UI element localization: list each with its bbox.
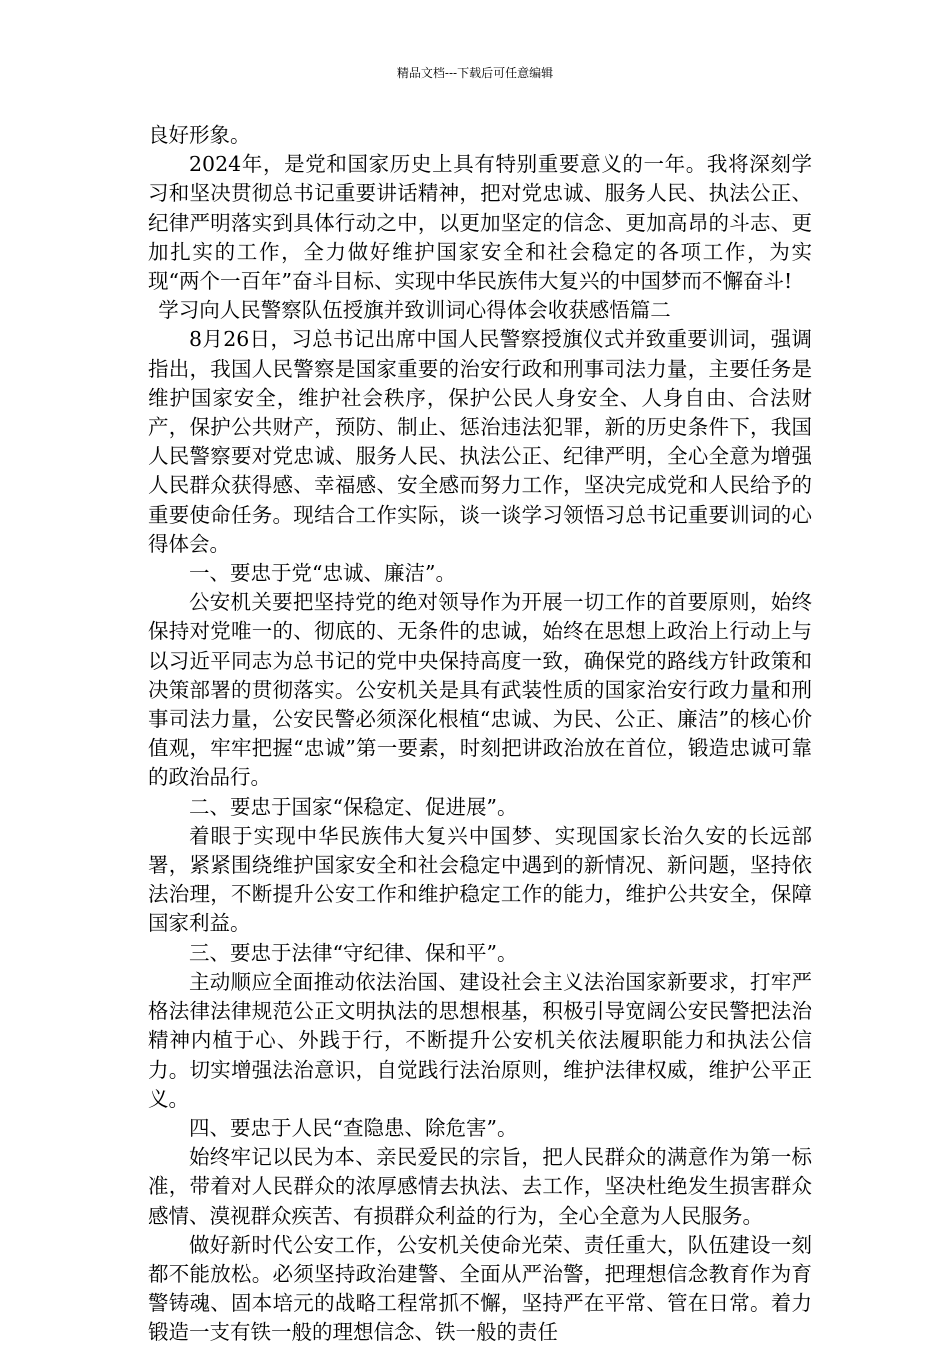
paragraph: 着眼于实现中华民族伟大复兴中国梦、实现国家长治久安的长远部署，紧紧围绕维护国家安全和社会稳定中遇到的新情况、新问题，坚持依法治理，不断提升公安工作和维护稳定工作的能力，维护公共安全，保障国家利益。	[148, 823, 812, 936]
section-heading: 四、要忠于人民“查隐患、除危害”。	[189, 1115, 518, 1140]
section-heading: 一、要忠于党“忠诚、廉洁”。	[189, 561, 456, 586]
section-heading: 二、要忠于国家“保稳定、促进展”。	[189, 794, 518, 819]
paragraph: 8月26日，习总书记出席中国人民警察授旗仪式并致重要训词，强调指出，我国人民警察是国家重要的治安行政和刑事司法力量，主要任务是维护国家安全，维护社会秩序，保护公民人身安全、人身自由、合法财产，保护公共财产，预防、制止、惩治违法犯罪，新的历史条件下，我国人民警察要对党忠诚、服务人民、执法公正、纪律严明，全心全意为增强人民群众获得感、幸福感、安全感而努力工作，坚决完成党和人民给予的重要使命任务。现结合工作实际，谈一谈学习领悟习总书记重要训词的心得体会。	[148, 327, 812, 556]
page-header: 精品文档---下载后可任意编辑	[396, 66, 554, 80]
paragraph: 公安机关要把坚持党的绝对领导作为开展一切工作的首要原则，始终保持对党唯一的、彻底的、无条件的忠诚，始终在思想上政治上行动上与以习近平同志为总书记的党中央保持高度一致，确保党的路线方针政策和决策部署的贯彻落实。公安机关是具有武装性质的国家治安行政力量和刑事司法力量，公安民警必须深化根植“忠诚、为民、公正、廉洁”的核心价值观，牢牢把握“忠诚”第一要素，时刻把讲政治放在首位，锻造忠诚可靠的政治品行。	[148, 590, 812, 790]
paragraph: 2024年，是党和国家历史上具有特别重要意义的一年。我将深刻学习和坚决贯彻总书记重要讲话精神，把对党忠诚、服务人民、执法公正、纪律严明落实到具体行动之中，以更加坚定的信念、更加高昂的斗志、更加扎实的工作，全力做好维护国家安全和社会稳定的各项工作，为实现“两个一百年”奋斗目标、实现中华民族伟大复兴的中国梦而不懈奋斗!	[148, 152, 812, 294]
section-heading: 三、要忠于法律“守纪律、保和平”。	[189, 940, 518, 965]
document-body	[148, 121, 812, 1348]
paragraph: 做好新时代公安工作，公安机关使命光荣、责任重大，队伍建设一刻都不能放松。必须坚持政治建警、全面从严治警，把理想信念教育作为育警铸魂、固本培元的战略工程常抓不懈，坚持严在平常、管在日常。着力锻造一支有铁一般的理想信念、铁一般的责任	[148, 1232, 812, 1345]
section-title: 学习向人民警察队伍授旗并致训词心得体会收获感悟篇二	[158, 298, 671, 323]
paragraph: 良好形象。	[148, 123, 251, 147]
paragraph: 主动顺应全面推动依法治国、建设社会主义法治国家新要求，打牢严格法律法律规范公正文明执法的思想根基，积极引导宽阔公安民警把法治精神内植于心、外践于行，不断提升公安机关依法履职能力和执法公信力。切实增强法治意识，自觉践行法治原则，维护法律权威，维护公平正义。	[148, 969, 812, 1111]
paragraph: 始终牢记以民为本、亲民爱民的宗旨，把人民群众的满意作为第一标准，带着对人民群众的浓厚感情去执法、去工作，坚决杜绝发生损害群众感情、漠视群众疾苦、有损群众利益的行为，全心全意为人民服务。	[148, 1145, 812, 1228]
